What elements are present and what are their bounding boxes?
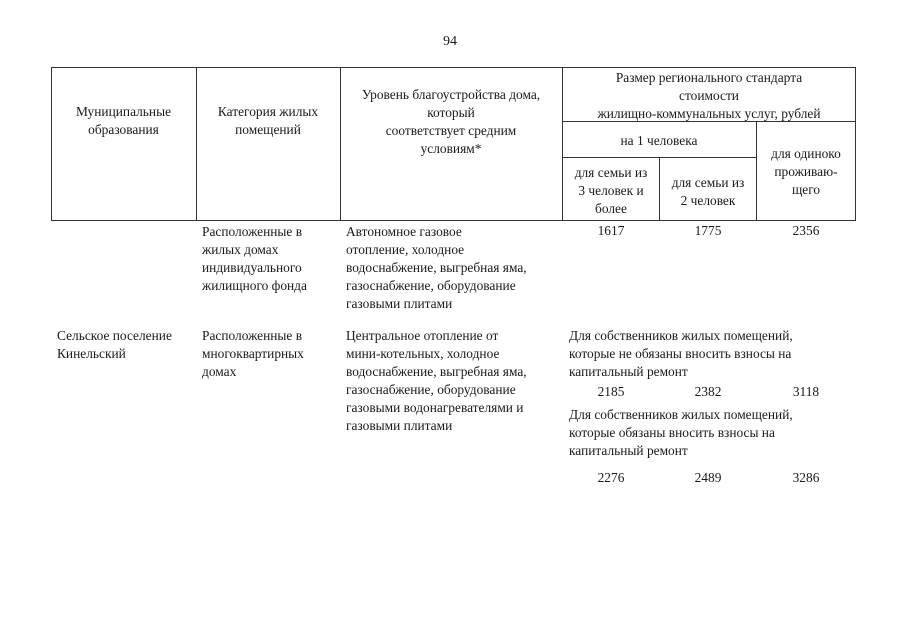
header-family-3: для семьи из 3 человек и более: [574, 165, 648, 216]
row2-comfort: Центральное отопление от мини-котельных, холодное водоснабжение, выгребная яма, газоснабжение, оборудование газовыми водонагревателями и газовыми плитами: [346, 328, 527, 433]
header-category: Категория жилых помещений: [217, 104, 319, 137]
header-family-2: для семьи из 2 человек: [671, 175, 745, 208]
row2-note-obliged: Для собственников жилых помещений, которые обязаны вносить взносы на капитальный ремонт: [569, 407, 793, 458]
row1-single: 2356: [792, 223, 820, 238]
row2-note-not-obliged: Для собственников жилых помещений, которые не обязаны вносить взносы на капитальный ремонт: [569, 328, 793, 379]
row2-a-family-2: 2382: [694, 384, 722, 399]
row2-category: Расположенные в многоквартирных домах: [202, 328, 304, 379]
row1-family-3: 1617: [597, 223, 625, 238]
row2-municipal: Сельское поселение Кинельский: [57, 328, 172, 361]
row2-b-family-2: 2489: [694, 470, 722, 485]
row2-a-single: 3118: [792, 384, 820, 399]
row2-b-single: 3286: [792, 470, 820, 485]
page-number: 94: [443, 34, 457, 49]
header-standard-size: Размер регионального стандарта стоимости жилищно-коммунальных услуг, рублей: [597, 70, 821, 121]
row1-category: Расположенные в жилых домах индивидуального жилищного фонда: [202, 224, 307, 293]
header-per-person: на 1 человека: [620, 133, 698, 148]
header-single: для одиноко проживаю- щего: [771, 146, 841, 197]
row2-b-family-3: 2276: [597, 470, 625, 485]
row2-a-family-3: 2185: [597, 384, 625, 399]
row1-family-2: 1775: [694, 223, 722, 238]
row1-comfort: Автономное газовое отопление, холодное водоснабжение, выгребная яма, газоснабжение, оборудование газовыми плитами: [346, 224, 527, 311]
header-municipal: Муниципальные образования: [75, 104, 172, 137]
header-comfort-level: Уровень благоустройства дома, который соответствует средним условиям*: [361, 87, 541, 156]
